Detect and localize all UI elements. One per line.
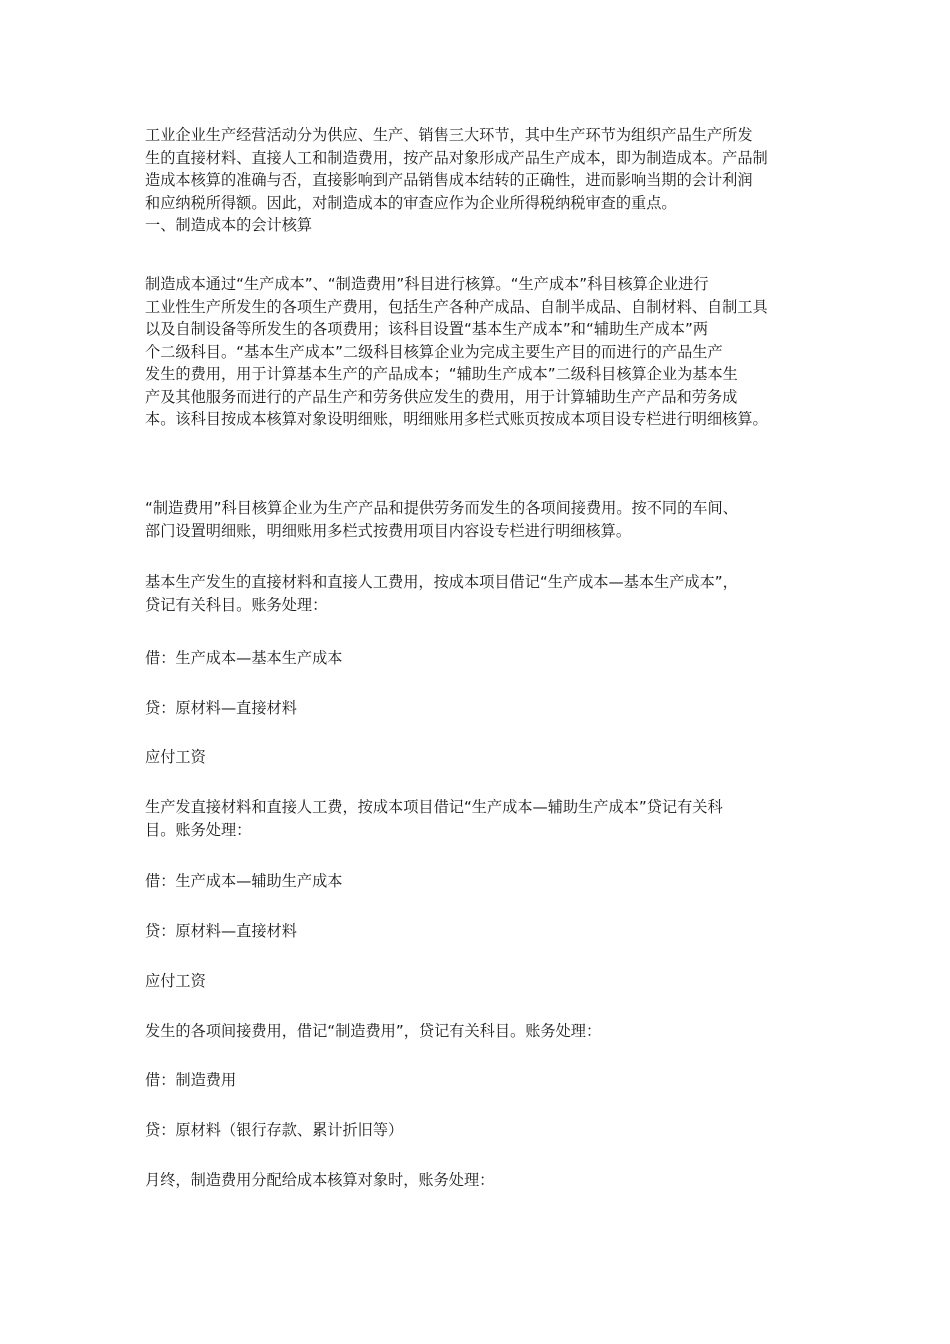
- month-end-paragraph: [145, 1169, 817, 1192]
- text-line: 制造成本通过“生产成本”、“制造费用”科目进行核算。“生产成本”科目核算企业进行: [145, 275, 709, 293]
- text-line: 借：制造费用: [145, 1071, 237, 1089]
- text-line: 贷：原材料—直接材料: [145, 699, 297, 717]
- text-line: 个二级科目。“基本生产成本”二级科目核算企业为完成主要生产目的而进行的产品生产: [145, 342, 723, 361]
- text-line: 生的直接材料、直接人工和制造费用，按产品对象形成产品生产成本，即为制造成本。产品制: [145, 148, 768, 167]
- text-line: 造成本核算的准确与否，直接影响到产品销售成本结转的正确性，进而影响当期的会计利润: [145, 171, 753, 189]
- journal-entry-debit: [145, 1069, 817, 1092]
- text-line: “制造费用”科目核算企业为生产产品和提供劳务而发生的各项间接费用。按不同的车间、: [145, 499, 738, 517]
- journal-entry-extra: [145, 746, 817, 769]
- text-line: 贷：原材料—直接材料: [145, 922, 297, 940]
- text-line: 应付工资: [145, 972, 206, 990]
- text-line: 本。该科目按成本核算对象设明细账，明细账用多栏式账页按成本项目设专栏进行明细核算。: [145, 410, 768, 428]
- text-line: 部门设置明细账，明细账用多栏式按费用项目内容设专栏进行明细核算。: [145, 521, 631, 540]
- text-line: 借：生产成本—基本生产成本: [145, 649, 343, 667]
- text-line: 发生的各项间接费用，借记“制造费用”，贷记有关科目。账务处理：: [145, 1022, 602, 1040]
- journal-entry-extra: [145, 970, 817, 993]
- aux-production-paragraph: [145, 796, 817, 841]
- text-line: 基本生产发生的直接材料和直接人工费用，按成本项目借记“生产成本—基本生产成本”，: [145, 573, 738, 591]
- basic-production-paragraph: [145, 571, 817, 616]
- text-line: 工业性生产所发生的各项生产费用，包括生产各种产成品、自制半成品、自制材料、自制工具: [145, 297, 768, 316]
- intro-paragraph: [145, 124, 817, 237]
- indirect-cost-paragraph: [145, 1020, 817, 1043]
- text-line: 应付工资: [145, 748, 206, 766]
- text-line: 贷记有关科目。账务处理：: [145, 595, 328, 614]
- text-line: 发生的费用，用于计算基本生产的产品成本；“辅助生产成本”二级科目核算企业为基本生: [145, 365, 738, 383]
- journal-entry-debit: [145, 870, 817, 893]
- journal-entry-credit: [145, 1119, 817, 1142]
- text-line: 目。账务处理：: [145, 820, 252, 839]
- journal-entry-credit: [145, 920, 817, 943]
- text-line: 工业企业生产经营活动分为供应、生产、销售三大环节，其中生产环节为组织产品生产所发: [145, 126, 753, 144]
- text-line: 产及其他服务而进行的产品生产和劳务供应发生的费用，用于计算辅助生产产品和劳务成: [145, 387, 738, 406]
- cost-accounts-paragraph: [145, 273, 817, 431]
- journal-entry-credit: [145, 697, 817, 720]
- text-line: 以及自制设备等所发生的各项费用；该科目设置“基本生产成本”和“辅助生产成本”两: [145, 320, 709, 338]
- text-line: 月终，制造费用分配给成本核算对象时，账务处理：: [145, 1171, 495, 1189]
- text-line: 借：生产成本—辅助生产成本: [145, 872, 343, 890]
- text-line: 和应纳税所得额。因此，对制造成本的审查应作为企业所得税纳税审查的重点。: [145, 193, 677, 212]
- overhead-paragraph: [145, 497, 817, 542]
- section-heading: 一、制造成本的会计核算: [145, 216, 313, 234]
- journal-entry-debit: [145, 647, 817, 670]
- text-line: 生产发直接材料和直接人工费，按成本项目借记“生产成本—辅助生产成本”贷记有关科: [145, 798, 723, 816]
- text-line: 贷：原材料（银行存款、累计折旧等）: [145, 1121, 404, 1139]
